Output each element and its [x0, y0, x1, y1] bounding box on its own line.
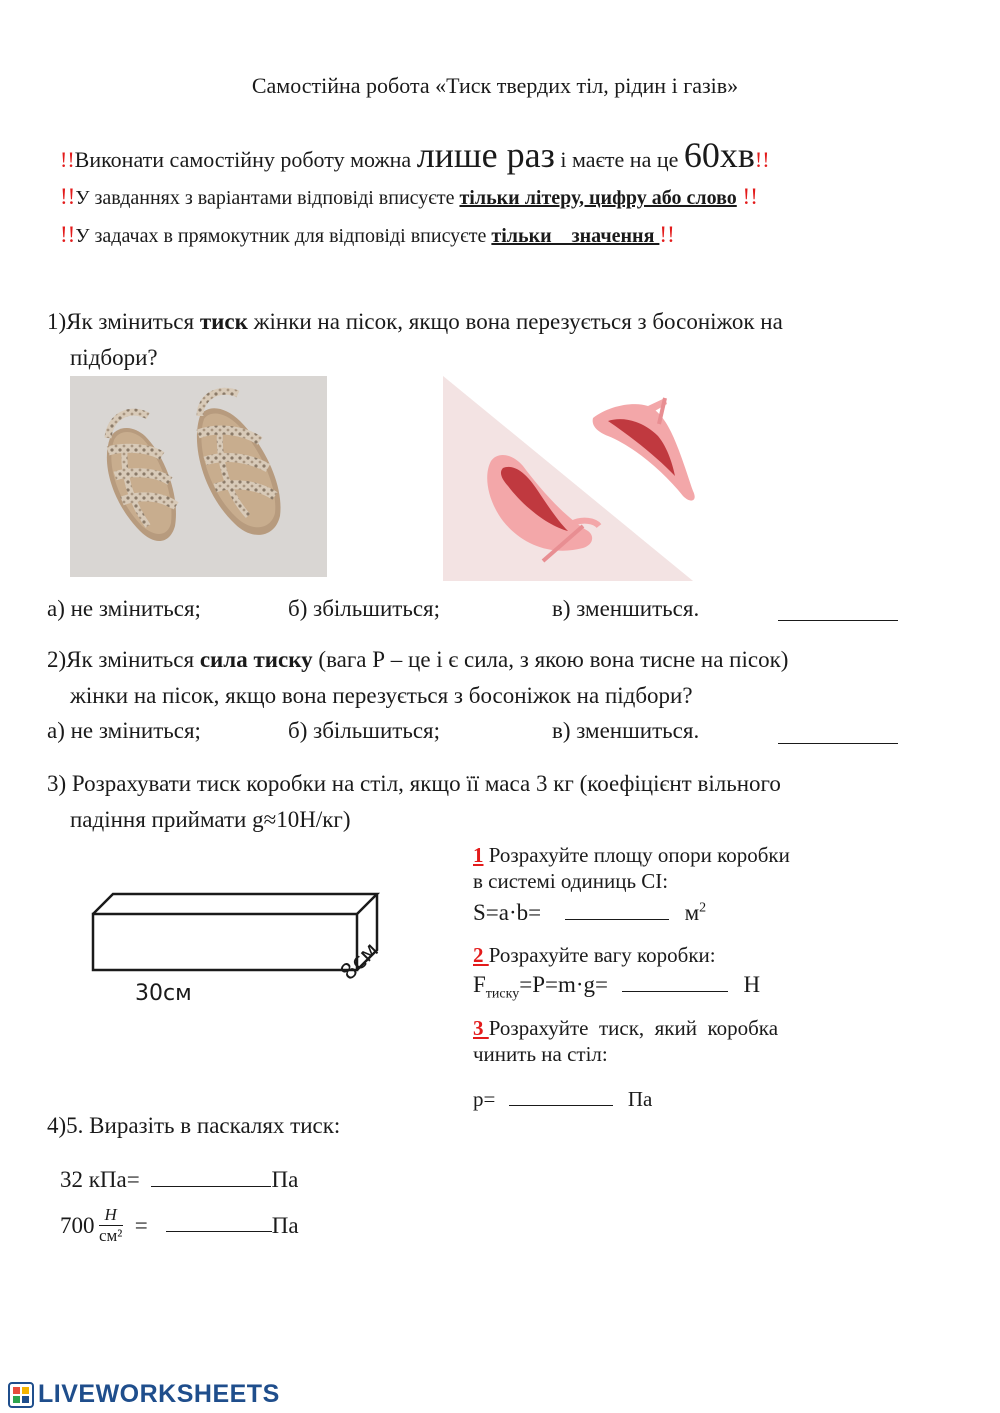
question-text: Розрахувати тиск коробки на стіл, якщо її маса 3 кг (коефіцієнт вільного [66, 771, 781, 796]
high-heels-image [443, 376, 753, 581]
logo-text: LIVEWORKSHEETS [38, 1380, 280, 1408]
step-3 [473, 1015, 778, 1041]
fraction-denominator: см² [98, 1226, 123, 1245]
step-1 [473, 842, 790, 868]
q1-answer-input[interactable] [778, 602, 898, 621]
step-text: Розрахуйте тиск, який коробка [488, 1016, 779, 1040]
formula-text: =P=m·g= [519, 972, 608, 997]
logo-badge-icon [8, 1382, 34, 1408]
q2-option-a: а) не зміниться; [47, 718, 201, 743]
step-3-formula [473, 1084, 652, 1112]
unit-text: Н [743, 972, 761, 997]
warning-mark: !! [60, 222, 76, 247]
question-3-line-2: падіння приймати g≈10Н/кг) [70, 807, 351, 832]
warning-mark: !! [736, 184, 758, 209]
unit-exponent: 2 [699, 900, 707, 916]
formula-text: S=a·b= [473, 900, 542, 925]
warning-mark: !! [60, 184, 76, 209]
question-text: Як зміниться [66, 647, 200, 672]
area-answer-input[interactable] [565, 896, 669, 920]
warning-text: У завданнях з варіантами відповіді вписуєте [75, 187, 460, 209]
item-value: 700 [60, 1212, 95, 1238]
question-4 [47, 1108, 340, 1144]
question-3 [47, 766, 781, 802]
question-number: 3) [47, 771, 67, 796]
question-number: 1) [47, 309, 67, 334]
weight-answer-input[interactable] [622, 968, 728, 992]
warning-bold-text: тільки значення [491, 225, 660, 247]
step-text: Розрахуйте вагу коробки: [488, 943, 716, 967]
question-2 [47, 642, 788, 678]
step-text: Розрахуйте площу опори коробки [483, 843, 790, 867]
question-1 [47, 304, 783, 340]
warning-big-time: 60хв [683, 135, 755, 175]
box-diagram [80, 880, 400, 1010]
question-bold-text: сила тиску [199, 647, 313, 672]
warning-text: У задачах в прямокутник для відповіді вписуєте [75, 225, 492, 247]
fraction [99, 1205, 123, 1246]
unit-text: Па [271, 1167, 299, 1192]
item-text: 32 кПа= [60, 1167, 140, 1192]
question-2-line-2: жінки на пісок, якщо вона перезується з босоніжок на підбори? [70, 683, 693, 708]
box-width-label: 8см [336, 937, 384, 986]
q1-option-a: а) не зміниться; [47, 596, 201, 621]
unit-text: м [684, 900, 700, 925]
formula-text: p= [473, 1087, 496, 1111]
step-number: 3 [473, 1016, 489, 1040]
warning-text: і маєте на це [554, 147, 684, 172]
warning-line-2 [60, 184, 758, 210]
warning-big-text: лише раз [416, 135, 555, 175]
warning-line-1 [60, 133, 770, 182]
q2-answer-input[interactable] [778, 725, 898, 744]
ncm2-answer-input[interactable] [166, 1208, 272, 1232]
q1-option-c: в) зменшиться. [552, 596, 700, 621]
warning-mark: !! [659, 222, 675, 247]
question-1-line-2: підбори? [70, 345, 158, 370]
formula-text: F [473, 972, 486, 997]
step-3-line-2: чинить на стіл: [473, 1042, 608, 1066]
pressure-answer-input[interactable] [509, 1084, 613, 1106]
question-number: 2) [47, 647, 67, 672]
warning-mark: !! [754, 147, 770, 172]
page-title: Самостійна робота «Тиск твердих тіл, рідин і газів» [251, 73, 739, 98]
question-number: 4) [47, 1113, 67, 1138]
kpa-answer-input[interactable] [151, 1163, 271, 1187]
step-number: 1 [473, 843, 484, 867]
q2-option-b: б) збільшиться; [288, 718, 440, 743]
q2-option-c: в) зменшиться. [552, 718, 700, 743]
step-1-line-2: в системі одиниць СІ: [473, 869, 669, 893]
step-2-formula [473, 968, 760, 1003]
liveworksheets-logo [8, 1380, 280, 1409]
fraction-numerator: Н [99, 1205, 123, 1226]
question-text: 5. Виразіть в паскалях тиск: [66, 1113, 341, 1138]
unit-text: Па [627, 1087, 653, 1111]
question-bold-text: тиск [199, 309, 248, 334]
unit-text: Па [271, 1212, 299, 1238]
question-text: (вага Р – це і є сила, з якою вона тисне на пісок) [312, 647, 789, 672]
warning-bold-text: тільки літеру, цифру або слово [459, 187, 737, 209]
question-text: Як зміниться [66, 309, 200, 334]
step-number: 2 [473, 943, 489, 967]
question-text: жінки на пісок, якщо вона перезується з босоніжок на [247, 309, 783, 334]
warning-line-3 [60, 222, 675, 248]
step-1-formula [473, 896, 706, 926]
q4-item-2 [60, 1205, 299, 1246]
step-2 [473, 942, 716, 968]
formula-subscript: тиску [485, 986, 520, 1002]
box-length-label: 30см [135, 981, 192, 1006]
warning-text: Виконати самостійну роботу можна [74, 147, 417, 172]
equals-sign: = [134, 1212, 148, 1238]
sandals-image [70, 376, 327, 577]
q1-option-b: б) збільшиться; [288, 596, 440, 621]
q4-item-1 [60, 1163, 298, 1193]
warning-mark: !! [60, 147, 75, 172]
